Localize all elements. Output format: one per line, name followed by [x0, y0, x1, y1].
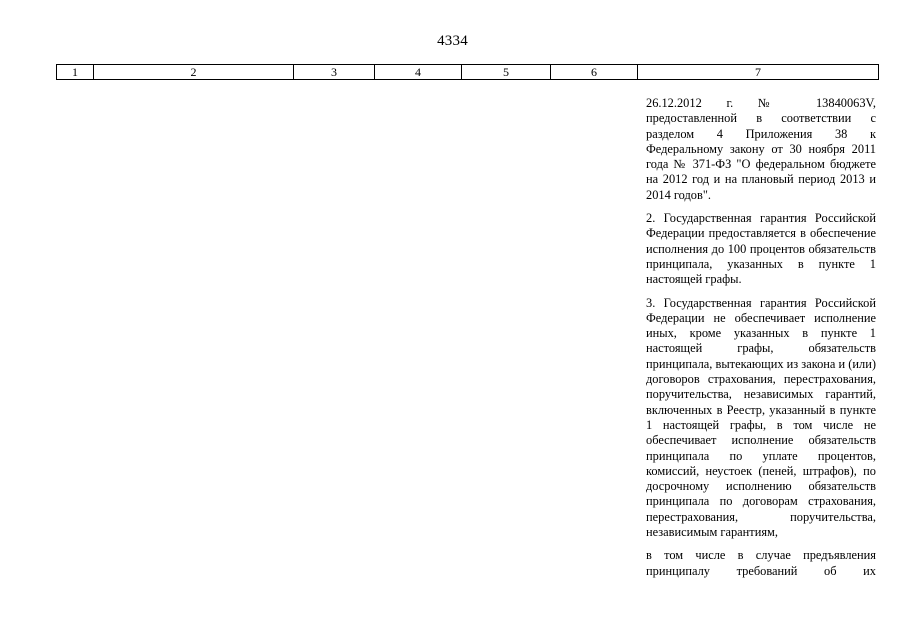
column-number-6: 6	[551, 65, 638, 80]
column-number-7: 7	[638, 65, 879, 80]
column-header-table	[56, 64, 879, 80]
paragraph-item-3: 3. Государственная гарантия Российской Федерации не обеспечивает исполнение иных, кроме указанных в пункте 1 настоящей графы, обязательств принципала, вытекающих из закона и (или) договоров страхования, перестрахования, поручительства, независимых гарантий, включенных в Реестр, указанный в пункте 1 настоящей графы, в том числе не обеспечивает исполнение обязательств принципала по уплате процентов, комиссий, неустоек (пеней, штрафов), по досрочному исполнению обязательств принципала по договорам страхования, перестрахования, поручительства, независимым гарантиям,	[646, 295, 876, 540]
paragraph-guarantee-reference: 26.12.2012 г. № 13840063V, предоставленной в соответствии с разделом 4 Приложения 38 к Федеральному закону от 30 ноября 2011 года № 371-ФЗ "О федеральном бюджете на 2012 год и на плановый период 2013 и 2014 годов".	[646, 96, 876, 202]
paragraph-continuation: в том числе в случае предъявления принципалу требований об их	[646, 548, 876, 578]
column-number-3: 3	[294, 65, 375, 80]
column-7-text	[646, 96, 876, 587]
column-number-2: 2	[94, 65, 294, 80]
column-number-4: 4	[375, 65, 462, 80]
paragraph-item-2: 2. Государственная гарантия Российской Федерации предоставляется в обеспечение исполнения до 100 процентов обязательств принципала, указанных в пункте 1 настоящей графы.	[646, 211, 876, 287]
page-number: 4334	[437, 33, 468, 49]
column-header-row	[57, 65, 879, 80]
column-number-5: 5	[462, 65, 551, 80]
column-number-1: 1	[57, 65, 94, 80]
